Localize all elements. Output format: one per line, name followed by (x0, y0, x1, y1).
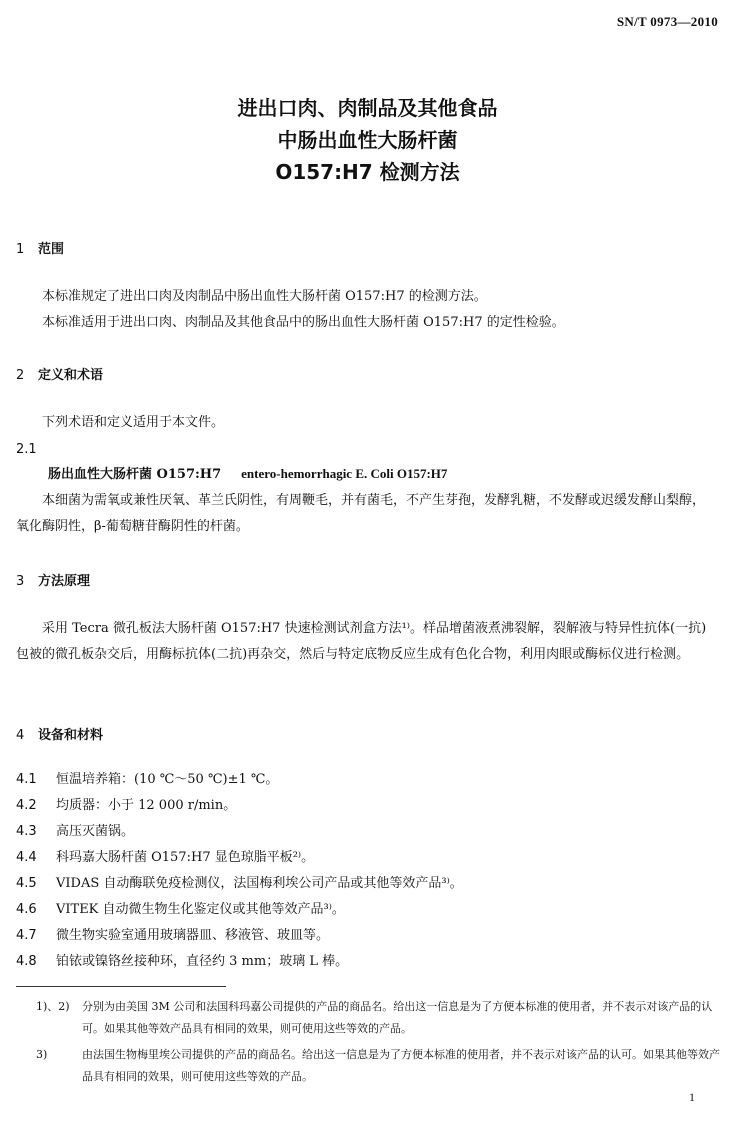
item-text: 微生物实验室通用玻璃器皿、移液管、玻皿等。 (56, 928, 330, 943)
item-text: VIDAS 自动酶联免疫检测仪，法国梅利埃公司产品或其他等效产品³⁾。 (56, 876, 463, 891)
term-definition-text: 本细菌为需氧或兼性厌氧、革兰氏阴性，有周鞭毛，并有菌毛，不产生芽孢，发酵乳糖，不发酵或迟缓发酵山梨醇，氧化酶阴性，β-葡萄糖苷酶阴性的杆菌。 (16, 493, 706, 534)
section-title: 方法原理 (38, 574, 91, 589)
item-text: 铂铱或镍铬丝接种环，直径约 3 mm；玻璃 L 棒。 (56, 954, 349, 969)
item-number: 4.7 (16, 928, 37, 943)
list-item (16, 796, 236, 816)
section-title: 定义和术语 (38, 368, 104, 383)
title-line-2: 中肠出血性大肠杆菌 (277, 128, 458, 152)
item-number: 4.5 (16, 876, 37, 891)
section-1-heading (16, 238, 64, 257)
section-3-heading (16, 570, 90, 589)
term-chinese: 肠出血性大肠杆菌 O157:H7 (48, 467, 222, 482)
section-number: 1 (16, 242, 25, 257)
list-item (16, 822, 134, 842)
standard-code: SN/T 0973—2010 (616, 14, 718, 29)
list-item (16, 874, 463, 894)
section-number: 2 (16, 368, 25, 383)
section-1-paragraph-1: 本标准规定了进出口肉及肉制品中肠出血性大肠杆菌 O157:H7 的检测方法。 (42, 289, 487, 304)
list-item (16, 900, 345, 920)
list-item (16, 952, 348, 972)
item-number: 4.4 (16, 850, 37, 865)
term-definition-title (48, 464, 447, 485)
subsection-number: 2.1 (16, 442, 37, 457)
item-number: 4.3 (16, 824, 37, 839)
item-text: 恒温培养箱：(10 ℃～50 ℃)±1 ℃。 (56, 772, 279, 787)
section-title: 范围 (38, 242, 65, 257)
section-number: 3 (16, 574, 25, 589)
term-english: entero-hemorrhagic E. Coli O157:H7 (241, 466, 448, 481)
footnote-1 (36, 996, 724, 1040)
section-2-paragraph-1: 下列术语和定义适用于本文件。 (42, 415, 225, 430)
list-item (16, 848, 314, 868)
item-text: 高压灭菌锅。 (56, 824, 135, 839)
item-text: VITEK 自动微生物生化鉴定仪或其他等效产品³⁾。 (56, 902, 345, 917)
item-text: 科玛嘉大肠杆菌 O157:H7 显色琼脂平板²⁾。 (56, 850, 315, 865)
section-4-heading (16, 724, 103, 743)
footnote-divider (16, 986, 226, 987)
item-text: 均质器：小于 12 000 r/min。 (56, 798, 237, 813)
title-line-1: 进出口肉、肉制品及其他食品 (237, 96, 498, 120)
item-number: 4.6 (16, 902, 37, 917)
section-1-paragraph-2: 本标准适用于进出口肉、肉制品及其他食品中的肠出血性大肠杆菌 O157:H7 的定性检验。 (42, 315, 565, 330)
section-number: 4 (16, 728, 25, 743)
page-number: 1 (689, 1090, 695, 1104)
footnote-text: 由法国生物梅里埃公司提供的产品的商品名。给出这一信息是为了方便本标准的使用者，并不表示对该产品的认可。如果其他等效产品具有相同的效果，则可使用这些等效的产品。 (82, 1048, 720, 1083)
list-item (16, 770, 278, 790)
list-item (16, 926, 329, 946)
item-number: 4.1 (16, 772, 37, 787)
section-title: 设备和材料 (38, 728, 104, 743)
section-3-paragraph: 采用 Tecra 微孔板法大肠杆菌 O157:H7 快速检测试剂盒方法¹⁾。样品增菌液煮沸裂解，裂解液与特异性抗体(一抗)包被的微孔板杂交后，用酶标抗体(二抗)再杂交，然后与特定底物反应生成有色化合物，利用肉眼或酶标仪进行检测。 (16, 621, 707, 662)
footnote-mark: 1)、2) (36, 1000, 70, 1013)
footnote-2 (36, 1044, 724, 1088)
footnote-text: 分别为由美国 3M 公司和法国科玛嘉公司提供的产品的商品名。给出这一信息是为了方便本标准的使用者，并不表示对该产品的认可。如果其他等效产品具有相同的效果，则可使用这些等效的产品。 (82, 1000, 713, 1035)
item-number: 4.8 (16, 954, 37, 969)
footnote-mark: 3) (36, 1048, 48, 1061)
item-number: 4.2 (16, 798, 37, 813)
title-line-3: O157:H7 检测方法 (275, 160, 460, 184)
section-2-heading (16, 364, 103, 383)
